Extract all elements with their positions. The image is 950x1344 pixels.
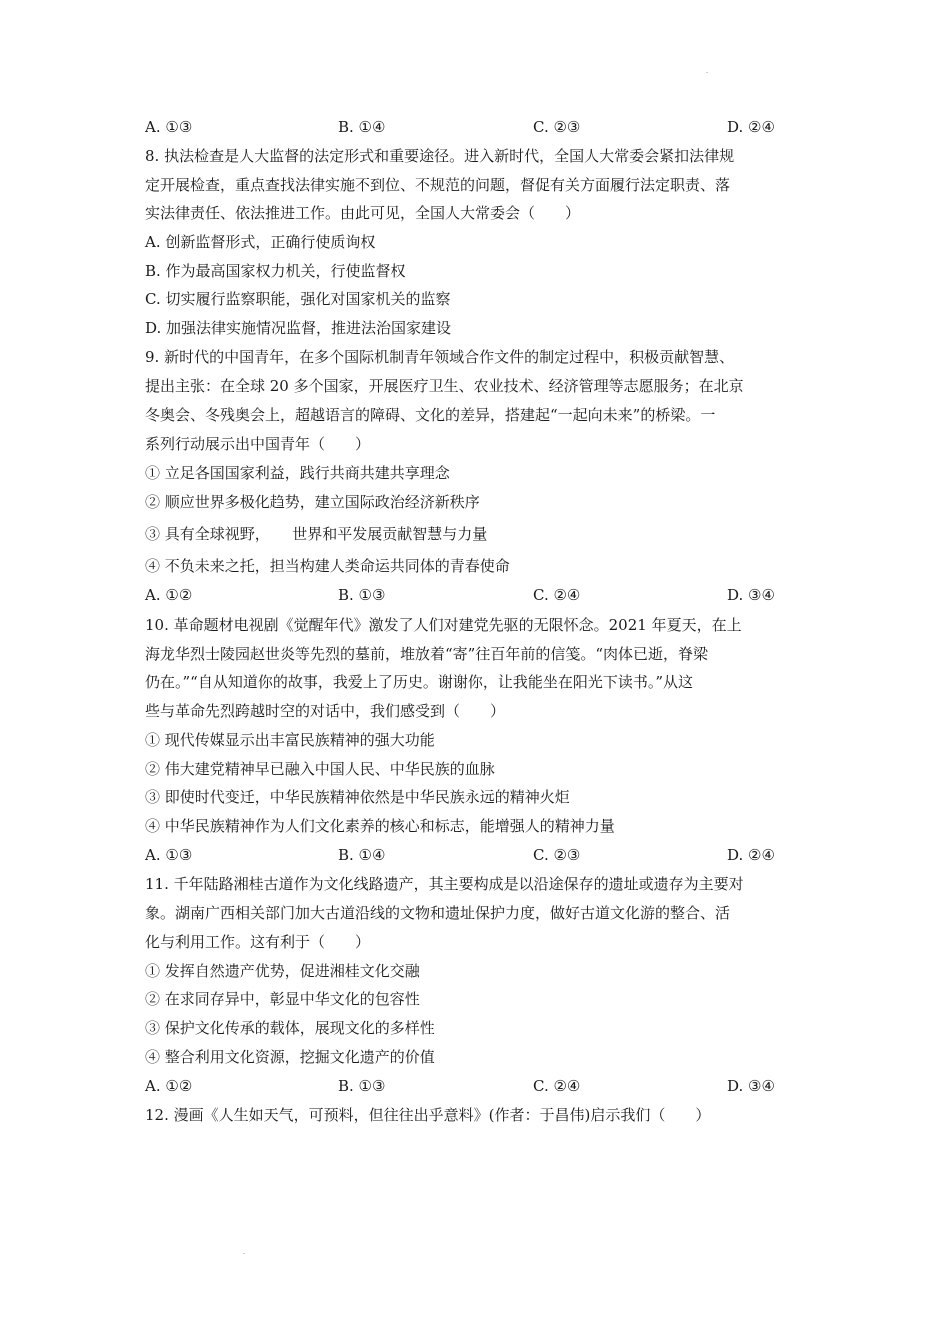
q10-statement: ② 伟大建党精神早已融入中国人民、中华民族的血脉 — [145, 760, 495, 778]
q10-statement: ③ 即使时代变迁，中华民族精神依然是中华民族永远的精神火炬 — [145, 788, 570, 806]
q8-choice-c[interactable]: C. 切实履行监察职能，强化对国家机关的监察 — [145, 290, 451, 308]
q9-statement: ③ 具有全球视野， 世界和平发展贡献智慧与力量 — [145, 525, 488, 543]
q11-statement: ② 在求同存异中，彰显中华文化的包容性 — [145, 990, 420, 1008]
q8-choice-d[interactable]: D. 加强法律实施情况监督，推进法治国家建设 — [145, 319, 452, 337]
q7-option-a[interactable]: A. ①③ — [145, 118, 193, 136]
q9-statement: ① 立足各国国家利益，践行共商共建共享理念 — [145, 464, 450, 482]
q8-stem-line: 定开展检查，重点查找法律实施不到位、不规范的问题，督促有关方面履行法定职责、落 — [145, 176, 731, 194]
q11-option-b[interactable]: B. ①③ — [338, 1077, 386, 1095]
q9-stem-line: 系列行动展示出中国青年（ ） — [145, 435, 371, 453]
q11-statement: ④ 整合利用文化资源，挖掘文化遗产的价值 — [145, 1048, 435, 1066]
q11-option-a[interactable]: A. ①② — [145, 1077, 193, 1095]
q12-stem-line: 12. 漫画《人生如天气，可预料，但往往出乎意料》(作者：于昌伟)启示我们（ ） — [145, 1106, 711, 1124]
q10-option-c[interactable]: C. ②③ — [533, 846, 581, 864]
q10-option-d[interactable]: D. ②④ — [727, 846, 775, 864]
q8-choice-a[interactable]: A. 创新监督形式，正确行使质询权 — [145, 233, 376, 251]
q9-option-d[interactable]: D. ③④ — [727, 586, 775, 604]
q8-choice-b[interactable]: B. 作为最高国家权力机关，行使监督权 — [145, 262, 406, 280]
q11-option-d[interactable]: D. ③④ — [727, 1077, 775, 1095]
q10-statement: ④ 中华民族精神作为人们文化素养的核心和标志，能增强人的精神力量 — [145, 817, 615, 835]
q8-stem-line: 实法律责任、依法推进工作。由此可见，全国人大常委会（ ） — [145, 204, 581, 222]
q10-stem-line: 些与革命先烈跨越时空的对话中，我们感受到（ ） — [145, 702, 506, 720]
q10-stem-line: 海龙华烈士陵园赵世炎等先烈的墓前，堆放着“寄”往百年前的信笺。“肉体已逝，脊梁 — [145, 645, 709, 663]
q11-stem-line: 化与利用工作。这有利于（ ） — [145, 933, 371, 951]
q10-option-b[interactable]: B. ①④ — [338, 846, 386, 864]
q7-option-d[interactable]: D. ②④ — [727, 118, 775, 136]
q9-stem-line: 冬奥会、冬残奥会上，超越语言的障碍、文化的差异，搭建起“一起向未来”的桥梁。一 — [145, 406, 716, 424]
q8-stem-line: 8. 执法检查是人大监督的法定形式和重要途径。进入新时代，全国人大常委会紧扣法律规 — [145, 147, 735, 165]
scan-speck — [243, 1253, 245, 1254]
q9-statement: ② 顺应世界多极化趋势，建立国际政治经济新秩序 — [145, 493, 480, 511]
q11-option-c[interactable]: C. ②④ — [533, 1077, 581, 1095]
q10-option-a[interactable]: A. ①③ — [145, 846, 193, 864]
q10-statement: ① 现代传媒显示出丰富民族精神的强大功能 — [145, 731, 435, 749]
q7-option-b[interactable]: B. ①④ — [338, 118, 386, 136]
q11-stem-line: 11. 千年陆路湘桂古道作为文化线路遗产，其主要构成是以沿途保存的遗址或遗存为主要对 — [145, 875, 744, 893]
q11-statement: ① 发挥自然遗产优势，促进湘桂文化交融 — [145, 962, 420, 980]
q11-statement: ③ 保护文化传承的载体，展现文化的多样性 — [145, 1019, 435, 1037]
q10-stem-line: 仍在。”“自从知道你的故事，我爱上了历史。谢谢你，让我能坐在阳光下读书。”从这 — [145, 673, 694, 691]
q7-option-c[interactable]: C. ②③ — [533, 118, 581, 136]
scan-speck — [706, 72, 708, 73]
q9-stem-line: 9. 新时代的中国青年，在多个国际机制青年领域合作文件的制定过程中，积极贡献智慧、 — [145, 348, 735, 366]
q9-stem-line: 提出主张：在全球 20 多个国家，开展医疗卫生、农业技术、经济管理等志愿服务；在北京 — [145, 377, 744, 395]
q9-option-b[interactable]: B. ①③ — [338, 586, 386, 604]
q11-stem-line: 象。湖南广西相关部门加大古道沿线的文物和遗址保护力度，做好古道文化游的整合、活 — [145, 904, 731, 922]
q9-statement: ④ 不负未来之托，担当构建人类命运共同体的青春使命 — [145, 557, 510, 575]
q10-stem-line: 10. 革命题材电视剧《觉醒年代》激发了人们对建党先驱的无限怀念。2021 年夏天，在上 — [145, 616, 742, 634]
q9-option-a[interactable]: A. ①② — [145, 586, 193, 604]
q9-option-c[interactable]: C. ②④ — [533, 586, 581, 604]
